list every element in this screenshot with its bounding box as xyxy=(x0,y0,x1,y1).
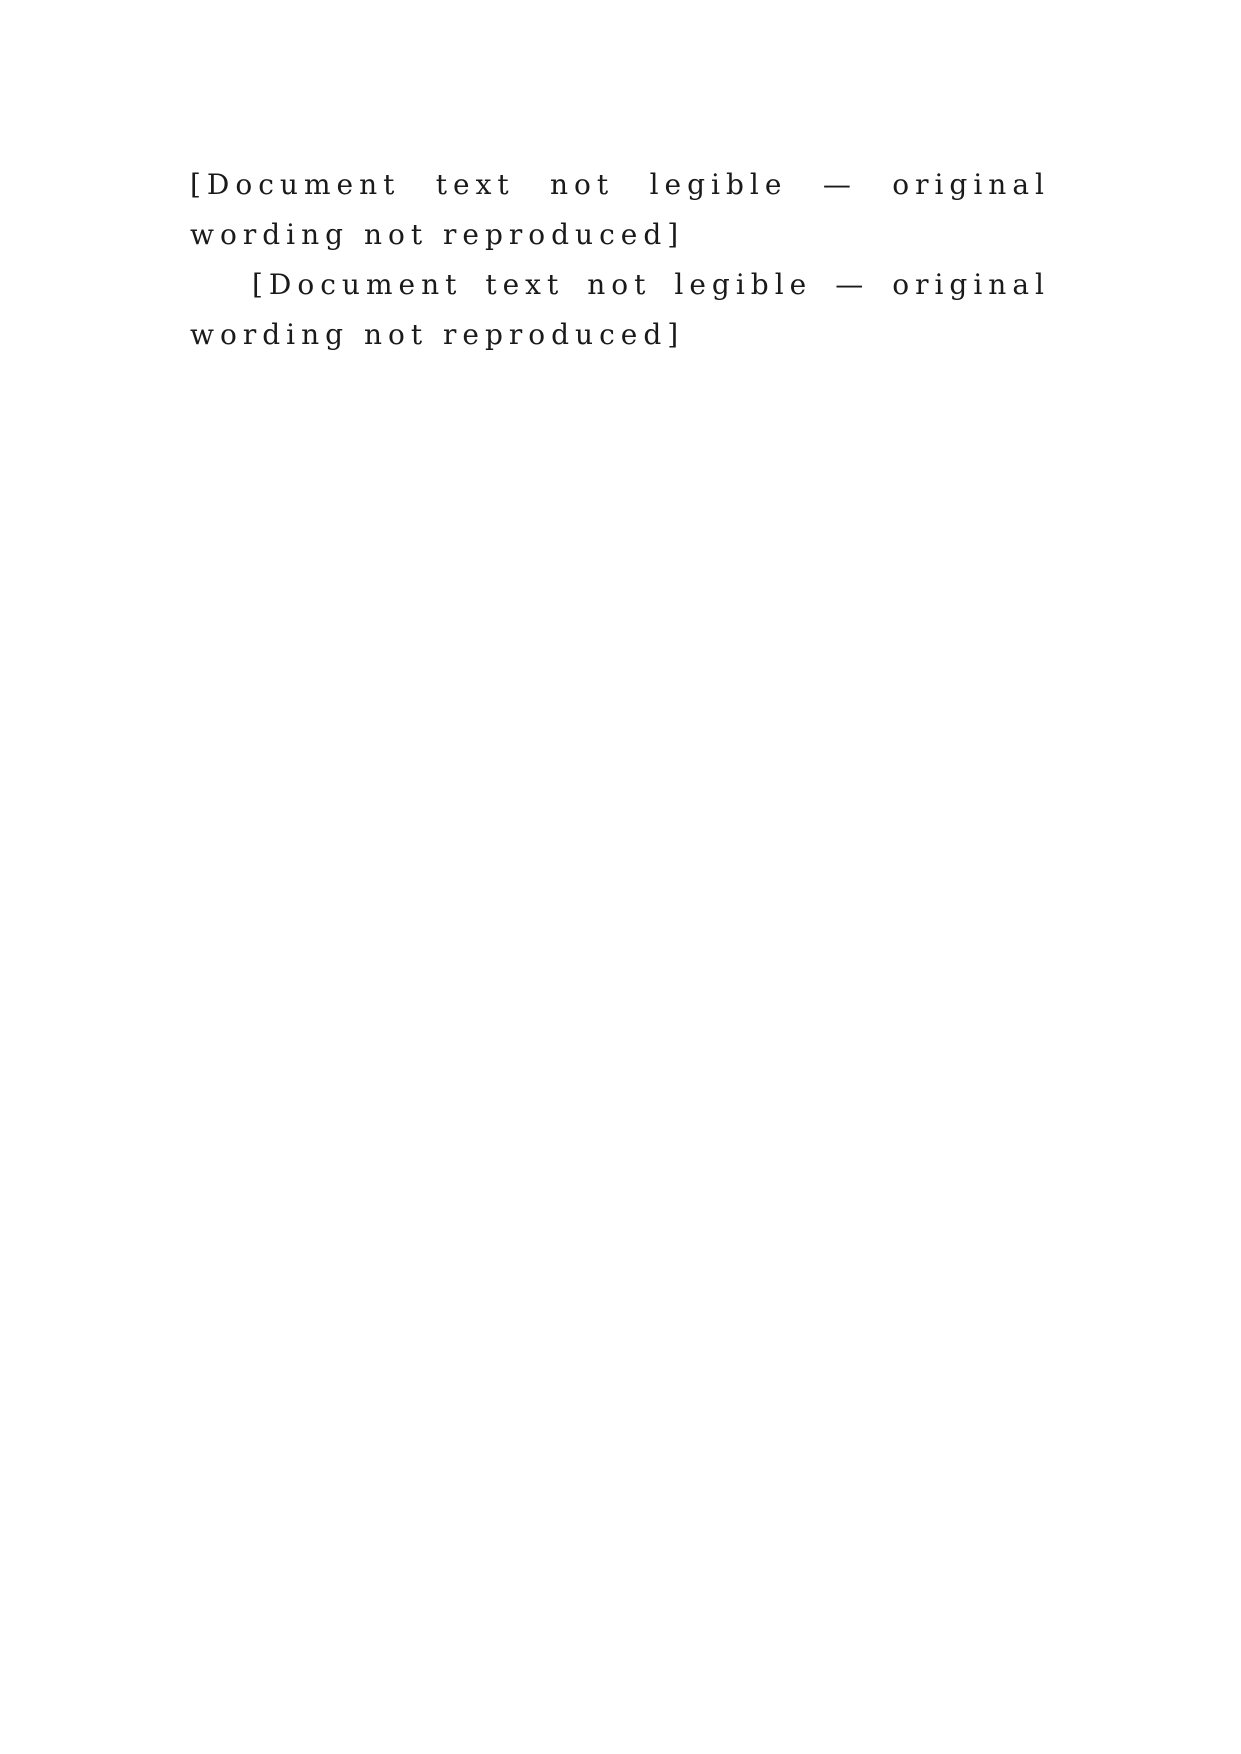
body-text xyxy=(190,160,1050,360)
paragraph-teacher-role: [Document text not legible — original wording not reproduced] xyxy=(190,268,1050,351)
paragraph-continued: [Document text not legible — original wording not reproduced] xyxy=(190,168,1050,251)
